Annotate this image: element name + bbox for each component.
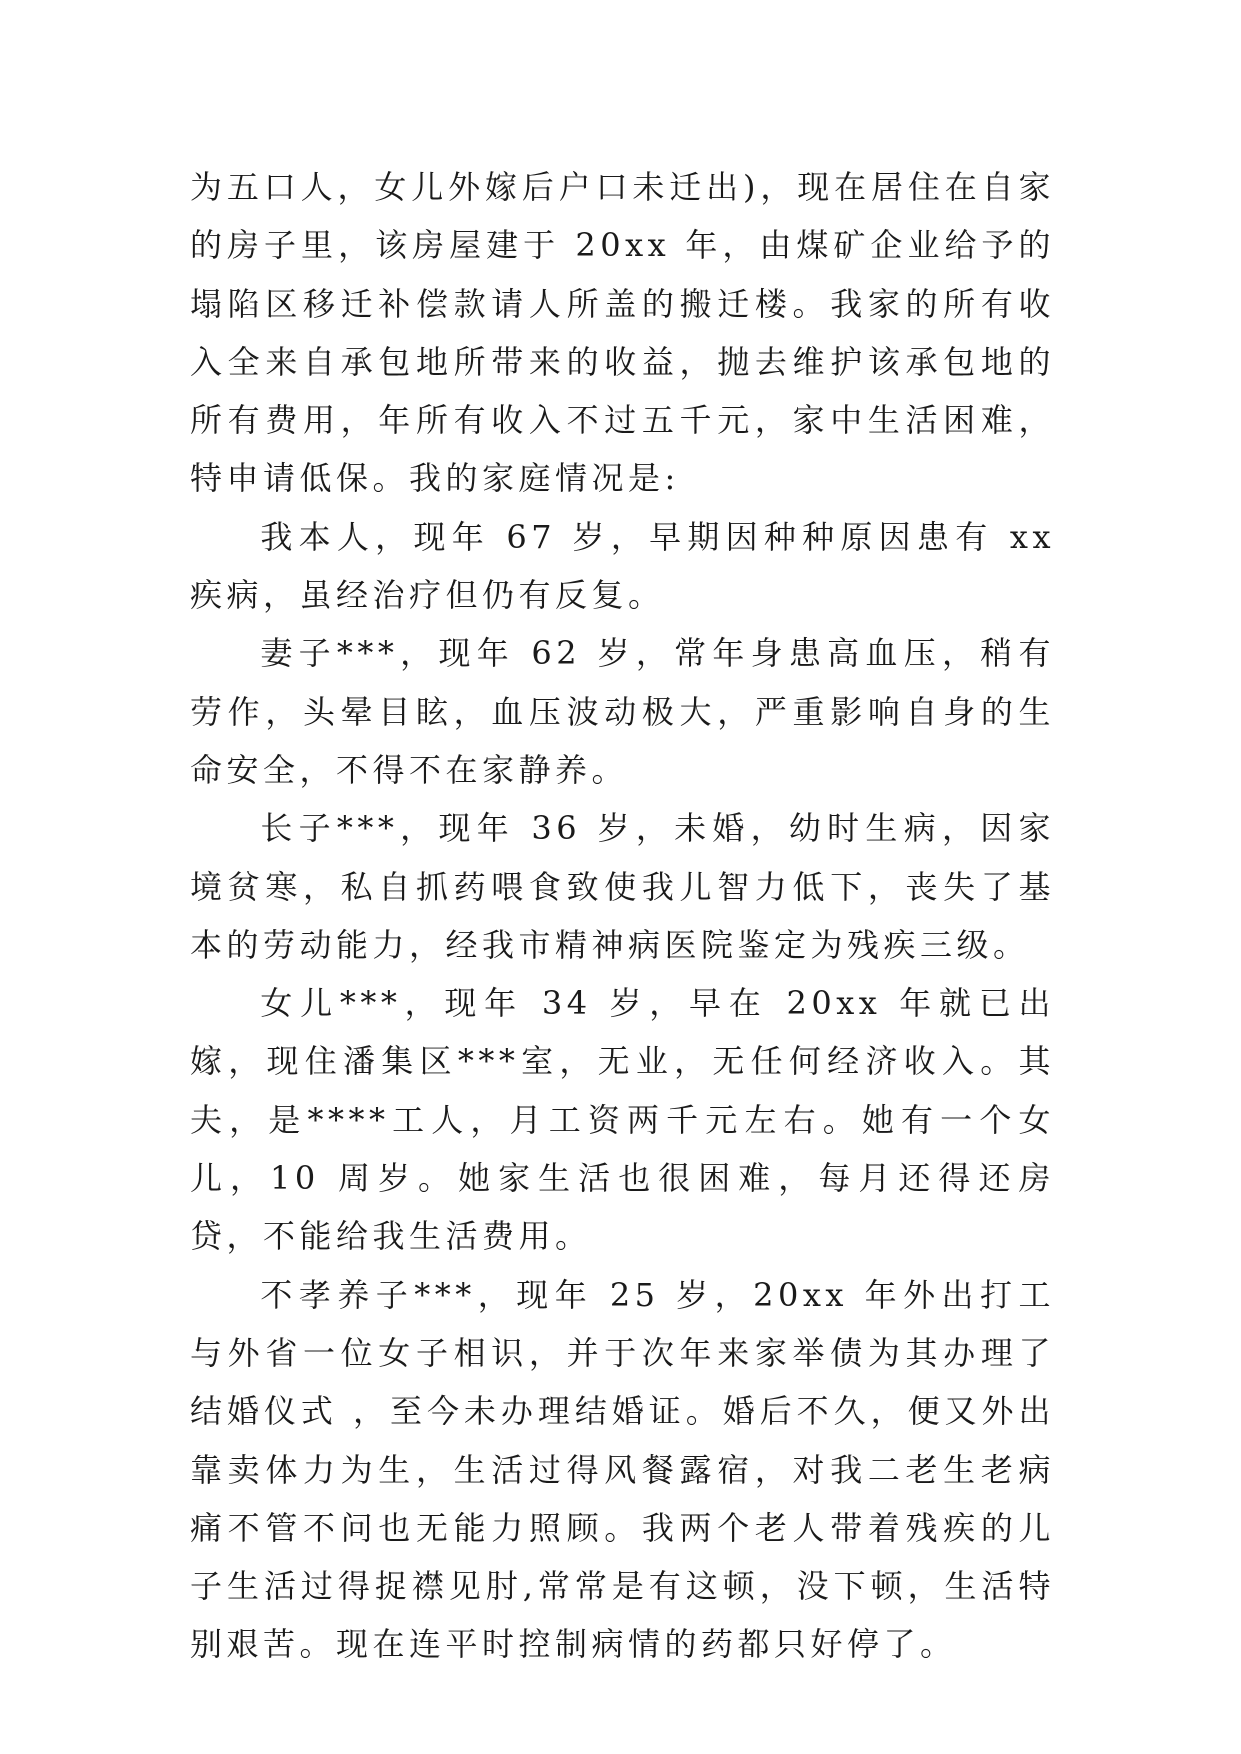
document-body xyxy=(190,158,1055,1674)
paragraph-unfilial-son: 不孝养子***，现年 25 岁，20xx 年外出打工与外省一位女子相识，并于次年来家举债为其办理了结婚仪式 ，至今未办理结婚证。婚后不久，便又外出靠卖体力为生，生活过得风餐露宿，对我二老生老病痛不管不问也无能力照顾。我两个老人带着残疾的儿子生活过得捉襟见肘,常常是有这顿，没下顿，生活特别艰苦。现在连平时控制病情的药都只好停了。 xyxy=(190,1275,1055,1664)
paragraph-eldest-son: 长子***，现年 36 岁，未婚，幼时生病，因家境贫寒，私自抓药喂食致使我儿智力低下，丧失了基本的劳动能力，经我市精神病医院鉴定为残疾三级。 xyxy=(190,809,1055,964)
paragraph-self: 我本人，现年 67 岁，早期因种种原因患有 xx 疾病，虽经治疗但仍有反复。 xyxy=(190,517,1055,615)
paragraph-wife: 妻子***，现年 62 岁，常年身患高血压，稍有劳作，头晕目眩，血压波动极大，严重影响自身的生命安全，不得不在家静养。 xyxy=(190,634,1055,789)
paragraph-daughter: 女儿***，现年 34 岁，早在 20xx 年就已出嫁，现住潘集区***室，无业，无任何经济收入。其夫，是****工人，月工资两千元左右。她有一个女儿，10 周岁。她家生活也很困难，每月还得还房贷，不能给我生活费用。 xyxy=(190,984,1055,1256)
paragraph-intro: 为五口人，女儿外嫁后户口未迁出)，现在居住在自家的房子里，该房屋建于 20xx 年，由煤矿企业给予的塌陷区移迁补偿款请人所盖的搬迁楼。我家的所有收入全来自承包地所带来的收益，抛去维护该承包地的所有费用，年所有收入不过五千元，家中生活困难，特申请低保。我的家庭情况是: xyxy=(190,168,1055,498)
